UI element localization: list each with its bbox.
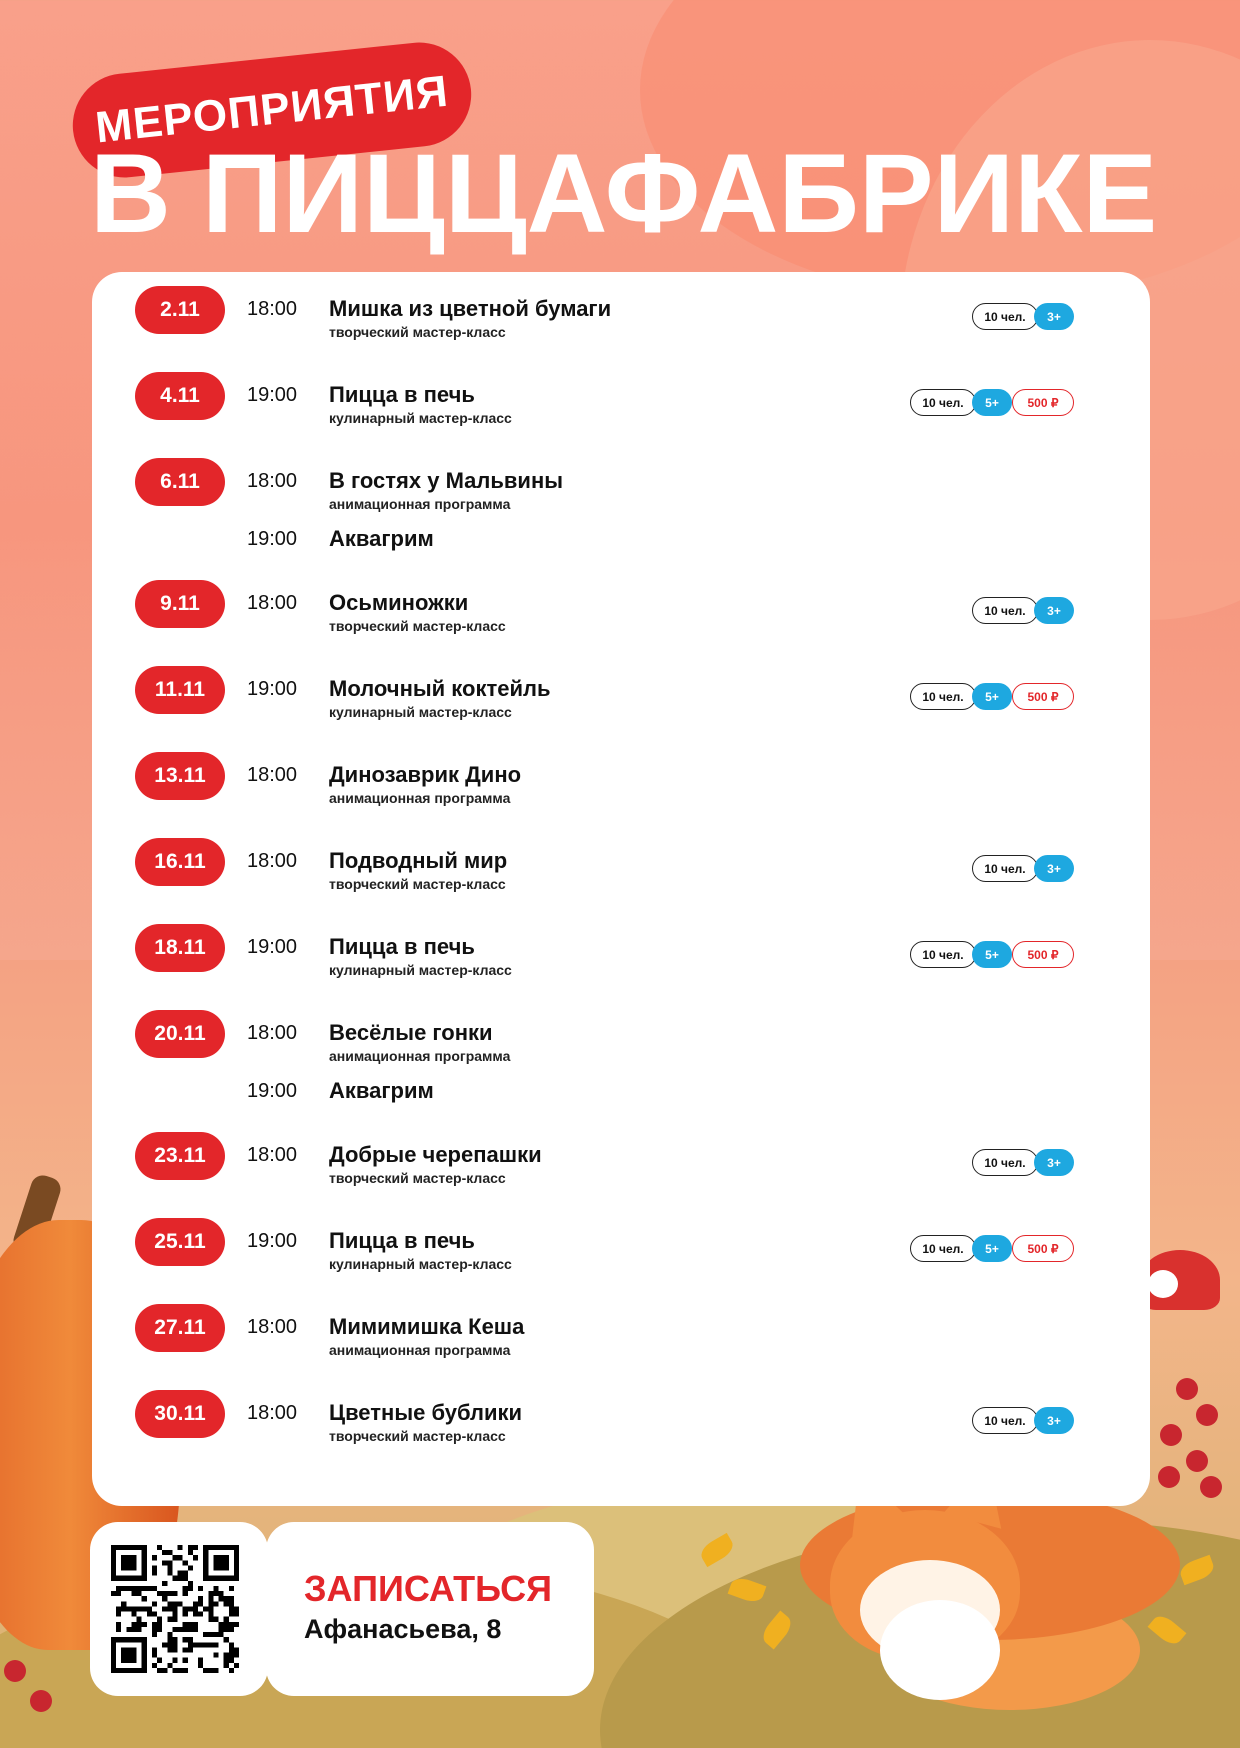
event-row[interactable]	[92, 752, 1150, 838]
event-badges	[910, 1235, 1074, 1262]
event-subtitle: творческий мастер-класс	[329, 1428, 506, 1444]
event-date: 2.11	[135, 286, 225, 334]
event-date: 23.11	[135, 1132, 225, 1180]
berry-illustration	[1200, 1476, 1222, 1498]
event-title: Пицца в печь	[329, 1228, 475, 1253]
event-time: 18:00	[247, 1402, 298, 1424]
event-time: 19:00	[247, 384, 298, 406]
event-badges	[972, 1407, 1074, 1434]
event-subtitle: творческий мастер-класс	[329, 876, 506, 892]
event-time: 18:00	[247, 1022, 298, 1044]
event-date: 13.11	[135, 752, 225, 800]
event-time: 18:00	[247, 1144, 298, 1166]
capacity-badge: 10 чел.	[972, 855, 1038, 882]
event-title: Молочный коктейль	[329, 676, 551, 701]
berry-illustration	[1176, 1378, 1198, 1400]
event-extra-title: Аквагрим	[329, 1078, 434, 1103]
event-badges	[972, 303, 1074, 330]
age-badge: 3+	[1034, 855, 1074, 882]
event-subtitle: анимационная программа	[329, 1342, 511, 1358]
event-badges	[910, 941, 1074, 968]
event-title: Пицца в печь	[329, 382, 475, 407]
event-date: 11.11	[135, 666, 225, 714]
event-subtitle: анимационная программа	[329, 496, 511, 512]
event-date: 6.11	[135, 458, 225, 506]
event-date: 30.11	[135, 1390, 225, 1438]
event-title: Мимимишка Кеша	[329, 1314, 525, 1339]
event-row[interactable]	[92, 1304, 1150, 1390]
event-time: 18:00	[247, 298, 298, 320]
event-title: Осьминожки	[329, 590, 469, 615]
event-subtitle: кулинарный мастер-класс	[329, 410, 512, 426]
signup-button[interactable]: ЗАПИСАТЬСЯ	[304, 1568, 552, 1609]
event-time: 19:00	[247, 936, 298, 958]
event-time: 18:00	[247, 850, 298, 872]
event-badges	[910, 389, 1074, 416]
page-title: В ПИЦЦАФАБРИКЕ	[90, 131, 1158, 256]
event-title: Мишка из цветной бумаги	[329, 296, 612, 321]
event-title: В гостях у Мальвины	[329, 468, 564, 493]
capacity-badge: 10 чел.	[910, 683, 976, 710]
capacity-badge: 10 чел.	[972, 303, 1038, 330]
price-badge: 500 ₽	[1012, 683, 1074, 710]
address-text: Афанасьева, 8	[304, 1614, 502, 1644]
header-label: МЕРОПРИЯТИЯ	[93, 66, 451, 153]
event-time: 18:00	[247, 764, 298, 786]
fox-tail-tip-illustration	[880, 1600, 1000, 1700]
capacity-badge: 10 чел.	[972, 597, 1038, 624]
event-row[interactable]	[92, 1132, 1150, 1218]
event-date: 16.11	[135, 838, 225, 886]
event-time: 19:00	[247, 678, 298, 700]
event-row[interactable]	[92, 838, 1150, 924]
berry-illustration	[30, 1690, 52, 1712]
event-extra-time: 19:00	[247, 528, 298, 550]
schedule-card	[92, 272, 1150, 1506]
event-title: Динозаврик Дино	[329, 762, 522, 787]
berry-illustration	[4, 1660, 26, 1682]
event-title: Добрые черепашки	[329, 1142, 542, 1167]
event-subtitle: творческий мастер-класс	[329, 1170, 506, 1186]
event-date: 18.11	[135, 924, 225, 972]
event-extra-time: 19:00	[247, 1080, 298, 1102]
berry-illustration	[1186, 1450, 1208, 1472]
event-row[interactable]	[92, 1218, 1150, 1304]
age-badge: 3+	[1034, 597, 1074, 624]
age-badge: 3+	[1034, 303, 1074, 330]
price-badge: 500 ₽	[1012, 389, 1074, 416]
event-title: Подводный мир	[329, 848, 508, 873]
capacity-badge: 10 чел.	[910, 1235, 976, 1262]
event-row[interactable]	[92, 286, 1150, 372]
event-subtitle: кулинарный мастер-класс	[329, 1256, 512, 1272]
age-badge: 5+	[972, 683, 1012, 710]
event-badges	[910, 683, 1074, 710]
berry-illustration	[1196, 1404, 1218, 1426]
event-row[interactable]	[92, 924, 1150, 1010]
price-badge: 500 ₽	[1012, 1235, 1074, 1262]
age-badge: 5+	[972, 1235, 1012, 1262]
event-date: 27.11	[135, 1304, 225, 1352]
age-badge: 3+	[1034, 1407, 1074, 1434]
event-subtitle: кулинарный мастер-класс	[329, 962, 512, 978]
capacity-badge: 10 чел.	[910, 389, 976, 416]
event-subtitle: творческий мастер-класс	[329, 618, 506, 634]
event-extra-title: Аквагрим	[329, 526, 434, 551]
event-time: 18:00	[247, 1316, 298, 1338]
berry-illustration	[1158, 1466, 1180, 1488]
event-badges	[972, 855, 1074, 882]
event-title: Цветные бублики	[329, 1400, 523, 1425]
event-row[interactable]	[92, 1390, 1150, 1476]
berry-illustration	[1160, 1424, 1182, 1446]
event-date: 25.11	[135, 1218, 225, 1266]
event-subtitle: анимационная программа	[329, 790, 511, 806]
event-row[interactable]	[92, 1010, 1150, 1132]
qr-code-icon[interactable]	[111, 1545, 239, 1673]
event-badges	[972, 1149, 1074, 1176]
event-time: 18:00	[247, 470, 298, 492]
age-badge: 5+	[972, 389, 1012, 416]
event-subtitle: творческий мастер-класс	[329, 324, 506, 340]
event-row[interactable]	[92, 372, 1150, 458]
event-subtitle: анимационная программа	[329, 1048, 511, 1064]
event-row[interactable]	[92, 666, 1150, 752]
price-badge: 500 ₽	[1012, 941, 1074, 968]
event-time: 18:00	[247, 592, 298, 614]
age-badge: 3+	[1034, 1149, 1074, 1176]
event-date: 20.11	[135, 1010, 225, 1058]
capacity-badge: 10 чел.	[972, 1407, 1038, 1434]
event-title: Пицца в печь	[329, 934, 475, 959]
age-badge: 5+	[972, 941, 1012, 968]
event-subtitle: кулинарный мастер-класс	[329, 704, 512, 720]
event-date: 9.11	[135, 580, 225, 628]
capacity-badge: 10 чел.	[972, 1149, 1038, 1176]
event-row[interactable]	[92, 458, 1150, 580]
capacity-badge: 10 чел.	[910, 941, 976, 968]
event-time: 19:00	[247, 1230, 298, 1252]
event-row[interactable]	[92, 580, 1150, 666]
event-title: Весёлые гонки	[329, 1020, 493, 1045]
mushroom-dot-illustration	[1148, 1270, 1178, 1298]
event-date: 4.11	[135, 372, 225, 420]
event-badges	[972, 597, 1074, 624]
